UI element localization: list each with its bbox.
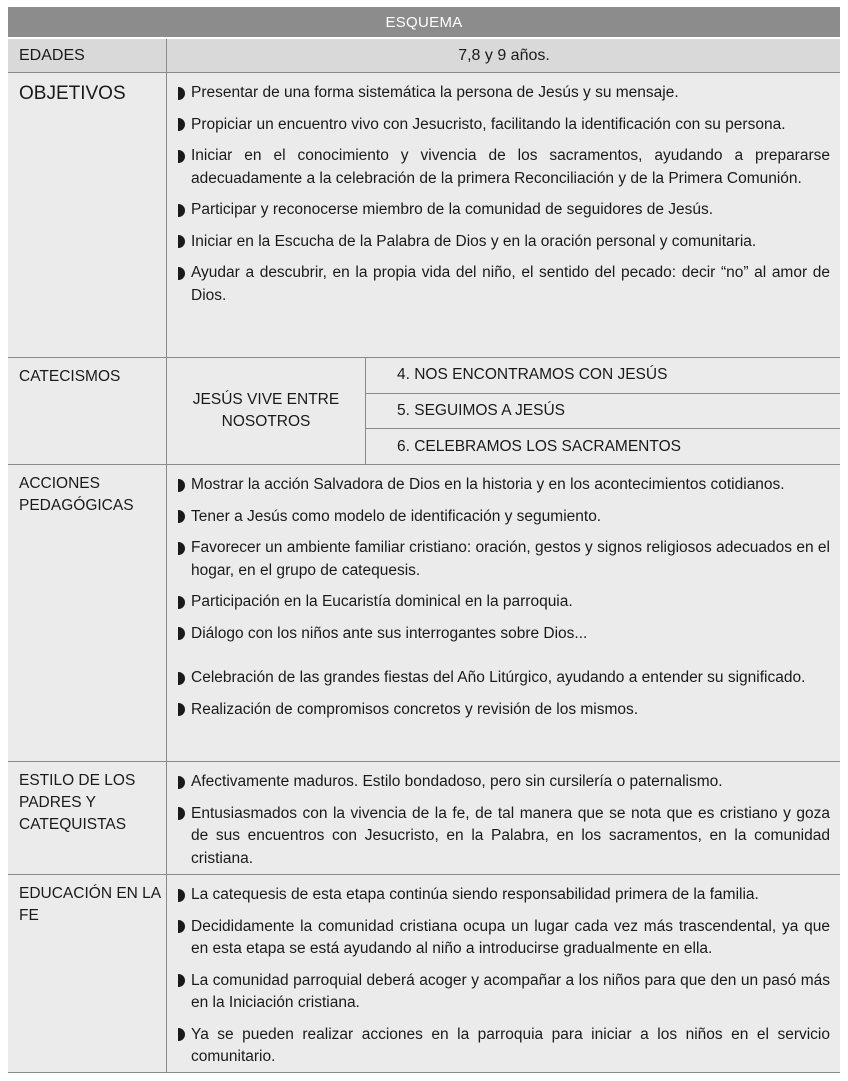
bullet-icon <box>178 596 185 609</box>
list-item: Participar y reconocerse miembro de la comunidad de seguidores de Jesús. <box>178 199 830 222</box>
catecismo-item: 5. SEGUIMOS A JESÚS <box>366 394 840 430</box>
list-item: Entusiasmados con la vivencia de la fe, de tal manera que se nota que es cristiano y goza de sus encuentros con Jesucristo, en la Palabra, en los sacramentos, en la comunidad cristiana. <box>178 803 830 871</box>
list-item: Mostrar la acción Salvadora de Dios en la historia y en los acontecimientos cotidianos. <box>178 474 830 497</box>
bullet-icon <box>178 510 185 523</box>
catecismo-item: 6. CELEBRAMOS LOS SACRAMENTOS <box>397 437 681 455</box>
row-estilo <box>8 762 840 875</box>
bullet-icon <box>178 118 185 131</box>
esquema-table <box>8 7 840 1073</box>
bullet-icon <box>178 235 185 248</box>
catecismos-group: JESÚS VIVE ENTRE NOSOTROS <box>167 358 366 464</box>
bullet-icon <box>178 1028 185 1041</box>
list-item: La comunidad parroquial deberá acoger y acompañar a los niños para que den un pasó más en la Iniciación cristiana. <box>178 970 830 1015</box>
bullet-icon <box>178 267 185 280</box>
bullet-icon <box>178 920 185 933</box>
row-catecismos <box>8 358 840 465</box>
list-item: Diálogo con los niños ante sus interrogantes sobre Dios... <box>178 623 830 646</box>
bullet-icon <box>178 776 185 789</box>
acciones-list <box>178 474 830 721</box>
list-item: Propiciar un encuentro vivo con Jesucristo, facilitando la identificación con su persona. <box>178 114 830 137</box>
list-item: Iniciar en el conocimiento y vivencia de los sacramentos, ayudando a prepararse adecuadamente a la celebración de la primera Reconciliación y de la Primera Comunión. <box>178 145 830 190</box>
row-edades <box>8 39 840 73</box>
row-label-educacion: EDUCACIÓN EN LA FE <box>8 875 167 1072</box>
educacion-list <box>178 884 830 1069</box>
list-item: Ayudar a descubrir, en la propia vida del niño, el sentido del pecado: decir “no” al amor de Dios. <box>178 262 830 307</box>
row-label-catecismos: CATECISMOS <box>8 358 167 464</box>
edades-value: 7,8 y 9 años. <box>458 47 550 64</box>
bullet-icon <box>178 479 185 492</box>
bullet-icon <box>178 974 185 987</box>
row-objetivos <box>8 73 840 358</box>
list-item: Participación en la Eucaristía dominical en la parroquia. <box>178 591 830 614</box>
row-educacion <box>8 875 840 1073</box>
list-item: Ya se pueden realizar acciones en la parroquia para iniciar a los niños en el servicio comunitario. <box>178 1024 830 1069</box>
bullet-icon <box>178 703 185 716</box>
row-label-acciones: ACCIONES PEDAGÓGICAS <box>8 465 167 761</box>
bullet-icon <box>178 542 185 555</box>
row-acciones <box>8 465 840 762</box>
bullet-icon <box>178 204 185 217</box>
list-item: Tener a Jesús como modelo de identificación y segumiento. <box>178 506 830 529</box>
list-item: Celebración de las grandes fiestas del Año Litúrgico, ayudando a entender su significado. <box>178 667 830 690</box>
list-item: Afectivamente maduros. Estilo bondadoso, pero sin cursilería o paternalismo. <box>178 771 830 794</box>
row-label-edades: EDADES <box>8 39 167 72</box>
list-item: Realización de compromisos concretos y revisión de los mismos. <box>178 699 830 722</box>
list-item: Decididamente la comunidad cristiana ocupa un lugar cada vez más trascendental, ya que en esta etapa se está ayudando al niño a introducirse gradualmente en ella. <box>178 916 830 961</box>
bullet-icon <box>178 807 185 820</box>
estilo-list <box>178 771 830 870</box>
list-item: La catequesis de esta etapa continúa siendo responsabilidad primera de la familia. <box>178 884 830 907</box>
bullet-icon <box>178 87 185 100</box>
list-item: Presentar de una forma sistemática la persona de Jesús y su mensaje. <box>178 82 830 105</box>
bullet-icon <box>178 889 185 902</box>
bullet-icon <box>178 672 185 685</box>
objetivos-list <box>178 82 830 307</box>
bullet-icon <box>178 627 185 640</box>
list-item: Iniciar en la Escucha de la Palabra de Dios y en la oración personal y comunitaria. <box>178 231 830 254</box>
bullet-icon <box>178 150 185 163</box>
catecismo-item: 4. NOS ENCONTRAMOS CON JESÚS <box>366 358 840 394</box>
table-title: ESQUEMA <box>8 7 840 39</box>
list-item: Favorecer un ambiente familiar cristiano: oración, gestos y signos religiosos adecuados en el hogar, en el grupo de catequesis. <box>178 537 830 582</box>
row-label-objetivos: OBJETIVOS <box>8 73 167 357</box>
row-label-estilo: ESTILO DE LOS PADRES Y CATEQUISTAS <box>8 762 167 874</box>
